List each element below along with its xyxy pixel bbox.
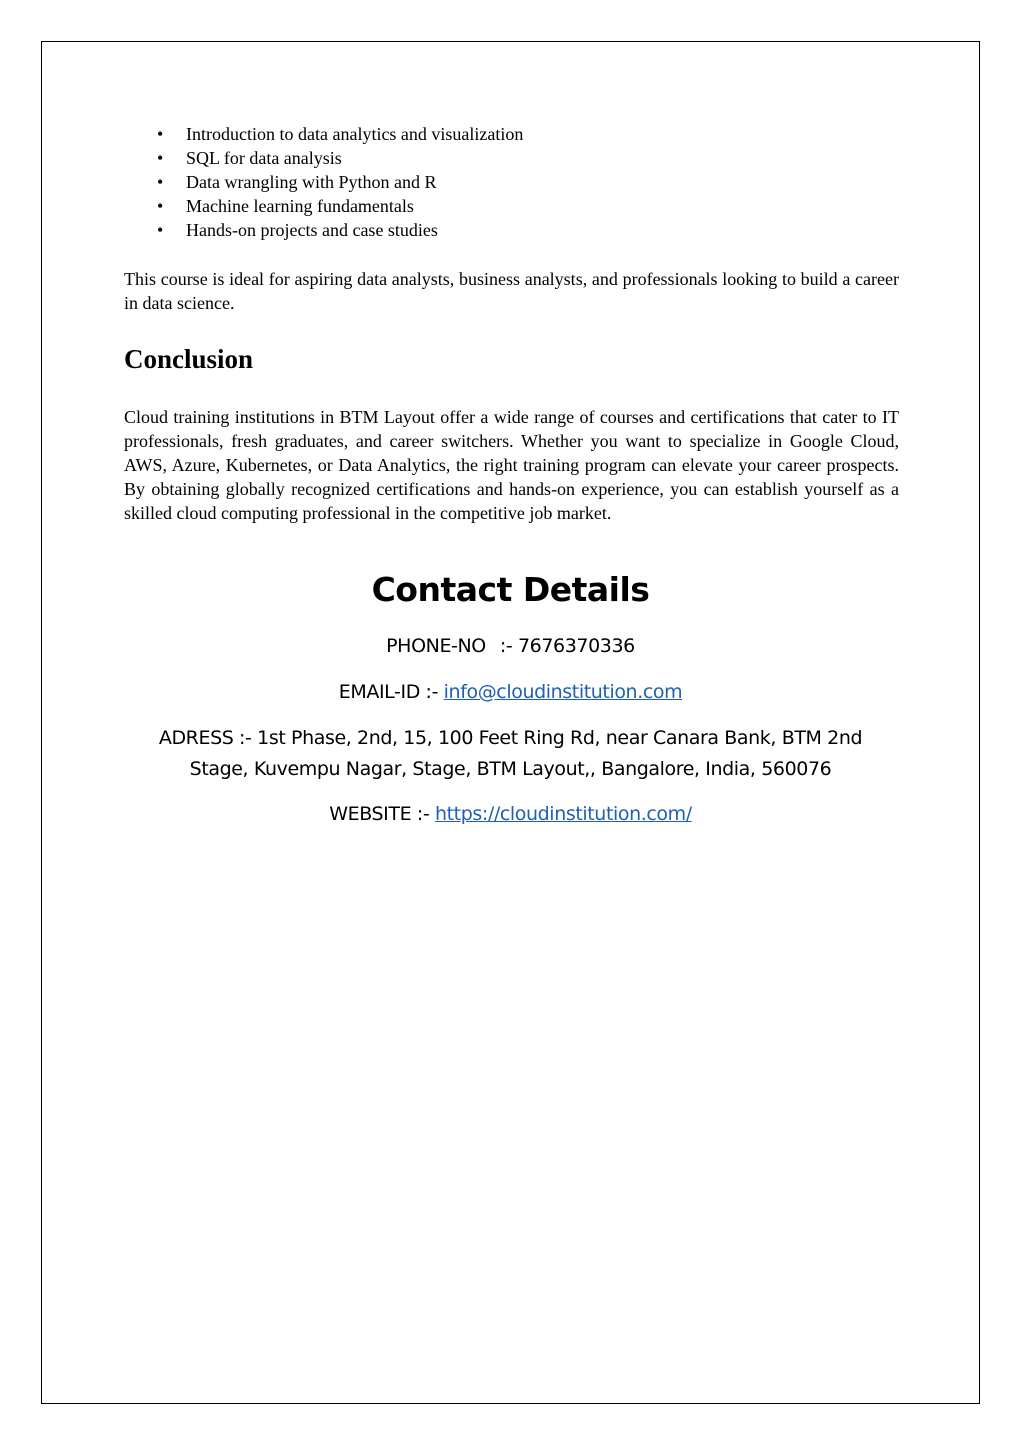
phone-line	[41, 631, 980, 662]
bullet-icon: •	[157, 196, 164, 216]
address-line-1: ADRESS :- 1st Phase, 2nd, 15, 100 Feet Ring Rd, near Canara Bank, BTM 2nd	[158, 727, 863, 749]
list-item	[124, 194, 899, 218]
conclusion-heading: Conclusion	[124, 344, 254, 374]
list-item-text: Data wrangling with Python and R	[186, 172, 437, 192]
email-label: EMAIL-ID :-	[338, 681, 444, 703]
phone-label: PHONE-NO	[386, 635, 486, 657]
website-line	[41, 799, 980, 830]
list-item-text: Machine learning fundamentals	[186, 196, 414, 216]
topic-list	[124, 122, 899, 242]
address-line-2: Stage, Kuvempu Nagar, Stage, BTM Layout,, Bangalore, India, 560076	[189, 758, 832, 780]
website-link[interactable]: https://cloudinstitution.com/	[434, 803, 692, 825]
email-line	[41, 677, 980, 708]
email-link[interactable]: info@cloudinstitution.com	[443, 681, 683, 703]
address-block	[41, 723, 980, 785]
list-item	[124, 146, 899, 170]
list-item-text: Hands-on projects and case studies	[186, 220, 438, 240]
intro-paragraph: This course is ideal for aspiring data analysts, business analysts, and professionals looking to build a career in data science.	[124, 269, 899, 313]
contact-heading: Contact Details	[371, 570, 650, 609]
list-item	[124, 122, 899, 146]
bullet-icon: •	[157, 220, 164, 240]
bullet-icon: •	[157, 124, 164, 144]
list-item-text: Introduction to data analytics and visualization	[186, 124, 524, 144]
document-body	[124, 122, 899, 525]
bullet-icon: •	[157, 148, 164, 168]
phone-value: :- 7676370336	[499, 635, 635, 657]
list-item	[124, 170, 899, 194]
list-item-text: SQL for data analysis	[186, 148, 342, 168]
contact-section	[41, 565, 980, 830]
website-label: WEBSITE :-	[329, 803, 435, 825]
list-item	[124, 218, 899, 242]
conclusion-paragraph: Cloud training institutions in BTM Layout offer a wide range of courses and certifications that cater to IT professionals, fresh graduates, and career switchers. Whether you want to specialize in Google Cloud, AWS, Azure, Kubernetes, or Data Analytics, the right training program can elevate your career prospects. By obtaining globally recognized certifications and hands-on experience, you can establish yourself as a skilled cloud computing professional in the competitive job market.	[124, 407, 899, 523]
bullet-icon: •	[157, 172, 164, 192]
